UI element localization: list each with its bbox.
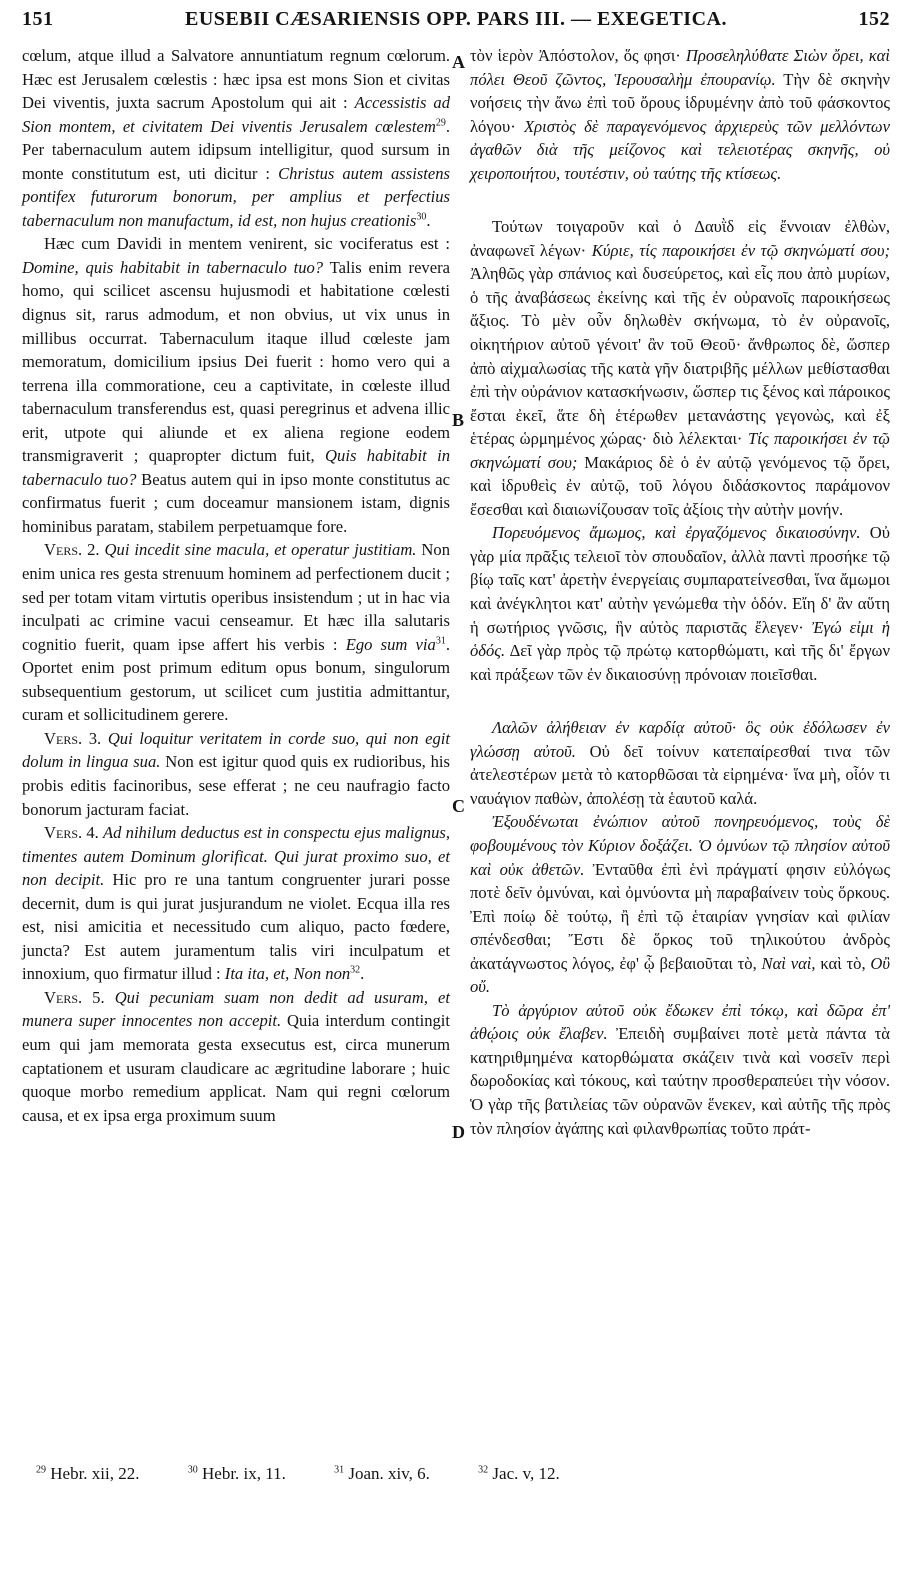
quote-run: Ἐξουδένωται ἐνώπιον αὐτοῦ πονηρευόμενος, τοὺς δὲ φοβουμένους τὸν Κύριον δοξάζει. Ὁ ὀμνύων τῷ πλησίον αὐτοῦ καὶ οὐκ ἀθετῶν. <box>470 812 890 879</box>
greek-paragraph <box>470 215 890 521</box>
text-run: τὸν ἱερὸν Ἀπόστολον, ὅς φησι· <box>470 46 686 65</box>
footnote-number: 31 <box>334 1464 345 1476</box>
latin-verse-2 <box>22 538 450 726</box>
footnote-number: 29 <box>36 1464 46 1476</box>
text-run: Δεῖ γὰρ πρὸς τῷ πρώτῳ κατορθώματι, καὶ τῆς δι' ἔργων καὶ πράξεων τῶν ἐν δικαιοσύνῃ πρόνοιαν ποιεῖσθαι. <box>470 641 890 684</box>
text-run: Hic pro re una tantum congruenter jurari posse decernit, dum is qui jurat jusjurandum ne violet. Ecqua illa res est, nisi amicitia et necessitudo cum aliquo, pacto fœdere, juncta? Est autem juramentum talis viri inculpatum et innoxium, quo firmatur illud : <box>22 870 450 984</box>
greek-verse-4 <box>470 810 890 998</box>
quote-run: Τίς παροικήσει ἐν τῷ σκηνώματί σου; <box>470 429 890 472</box>
footnote-number: 30 <box>187 1464 198 1476</box>
text-run: cœlum, atque illud a Salvatore annuntiatum regnum cœlorum. Hæc est Jerusalem cœlestis : hæc ipsa est mons Sion et civitas Dei viventis, juxta sacrum Apostolum qui ait : <box>22 46 450 113</box>
text-run: Τὴν δὲ σκηνὴν νοήσεις τὴν ἄνω ἐπὶ τοῦ ὄρους ἱδρυμένην ἀπὸ τοῦ φάσκοντος λόγου· <box>470 69 891 136</box>
quote-run: Qui loquitur veritatem in corde suo, qui non egit dolum in lingua sua. <box>22 728 451 772</box>
footnote-ref: 30 <box>416 211 427 223</box>
page-number-right: 152 <box>858 8 890 30</box>
verse-label: Vers. 4. <box>44 823 99 843</box>
text-run: Non enim unica res gesta strenuum hominem ad perfectionem ducit ; sed per totam vitam virtutis operibus insistendum ; ut in hac via inculpati ac crimine vacui censeamur. Et hæc illa salutaris cognitio fuerit, quam ipse affert his verbis : <box>22 540 451 654</box>
text-run: Τούτων τοιγαροῦν καὶ ὁ Δαυῒδ εἰς ἔννοιαν ἐλθὼν, ἀναφωνεῖ λέγων· <box>470 217 890 260</box>
quote-run: Accessistis ad Sion montem, et civitatem Dei viventis Jerusalem cœlestem <box>22 93 450 136</box>
quote-run: Λαλῶν ἀλήθειαν ἐν καρδίᾳ αὐτοῦ· ὃς οὐκ ἐδόλωσεν ἐν γλώσσῃ αὐτοῦ. <box>470 718 890 761</box>
greek-verse-5 <box>470 999 890 1140</box>
text-run: Quia interdum contingit eum qui jam memorata gesta exsecutus est, circa munerum captationem et usuram claudicare ac ægritudine laborare ; huic quoque morbo remedium applicat. Nam qui regni cœlorum causa, et ex ipsa erga proximum suum <box>22 1011 451 1125</box>
footnote-ref-text: Hebr. ix, 11. <box>202 1464 286 1483</box>
margin-marker-c: C <box>452 796 465 816</box>
quote-run: Qui pecuniam suam non dedit ad usuram, et munera super innocentes non accepit. <box>22 987 450 1031</box>
footnote <box>334 1464 452 1483</box>
quote-run: Christus autem assistens pontifex futurorum bonorum, per amplius et perfectius tabernaculum non manufactum, id est, non hujus creationis <box>22 163 450 230</box>
text-run: Non est igitur quod quis ex rudioribus, his probis editis facinoribus, sese efferat ; ne ceu naufragio facto bonorum jacturam faciat. <box>22 752 450 819</box>
footnote-ref: 31 <box>435 635 446 647</box>
text-run: . <box>426 210 431 230</box>
text-run: . <box>360 964 365 984</box>
footnotes <box>36 1464 890 1484</box>
footnote-ref: 32 <box>350 964 361 976</box>
greek-column <box>470 44 890 1140</box>
latin-verse-3 <box>22 727 450 821</box>
greek-verse-2 <box>470 521 890 686</box>
margin-marker-a: A <box>452 52 465 72</box>
running-title: EUSEBII CÆSARIENSIS OPP. PARS III. — EXEGETICA. <box>185 8 727 30</box>
quote-run: Qui incedit sine macula, et operatur justitiam. <box>104 540 417 560</box>
quote-run: Χριστὸς δὲ παραγενόμενος ἀρχιερεὺς τῶν μελλόντων ἀγαθῶν διὰ τῆς μείζονος καὶ τελειοτέρας σκηνῆς, οὐ χειροποιήτου, τουτέστιν, οὐ ταύτης τῆς κτίσεως. <box>470 116 890 183</box>
text-run: . Oportet enim post primum editum opus bonum, singulorum subsequentium gestorum, ut scilicet cum justitia admittantur, curam et sollicitudinem gerere. <box>22 634 450 725</box>
footnote-ref-text: Joan. xiv, 6. <box>348 1464 430 1483</box>
latin-verse-4 <box>22 821 450 986</box>
verse-label: Vers. 3. <box>44 728 102 748</box>
quote-run: Προσεληλύθατε Σιὼν ὄρει, καὶ πόλει Θεοῦ ζῶντος, Ἱερουσαλὴμ ἐπουρανίῳ. <box>470 46 891 89</box>
quote-run: Ad nihilum deductus est in conspectu ejus malignus, timentes autem Dominum glorificat. Qui jurat proximo suo, et non decipit. <box>22 823 450 890</box>
verse-label: Vers. 2. <box>44 540 100 560</box>
page-number-left: 151 <box>22 8 54 30</box>
text-run: Beatus autem qui in ipso monte constitutus ac confirmatus fuerit ; cum doceamur mansionem istam, dignis hominibus paratam, stabilem perpetuamque fore. <box>22 469 450 536</box>
text-run: Ἀληθῶς γὰρ σπάνιος καὶ δυσεύρετος, καὶ εἷς που ἀπὸ μυρίων, ὁ τῆς ἀναβάσεως ἐκείνης καὶ τῆς ἐν οὐρανοῖς παροικήσεως ἄξιος. Τὸ μὲν οὖν δηλωθὲν σκήνωμα, τὸ ἐν οὐρανοῖς, οἰκητήριον αὐτοῦ γένοιτ' ἂν τοῦ Θεοῦ· ἄνθρωπος δὲ, ὥσπερ ἀπὸ αἰχμαλωσίας τῆς κατὰ γῆν διατριβῆς μέλλων μεθίστασθαι ἐπὶ τὴν οὐράνιον κατασκήνωσιν, ὥσπερ τις ξένος καὶ πάροικος ἔσται ἐκεῖ, ἅτε δὴ ἑτέρωθεν μετανάστης γεγονὼς, καὶ ἐξ ἑτέρας ὡρμημένος χώρας· διὸ λέλεκται· <box>470 264 890 449</box>
quote-run: Ita ita, et, Non non <box>224 964 351 984</box>
text-run: Οὐ γὰρ μία πρᾶξις τελειοῖ τὸν σπουδαῖον, ἀλλὰ παντὶ προσήκε τῷ βίῳ ταῖς κατ' ἀρετὴν ἐνεργείαις συμπαρατείνεσθαι, ἵνα ἄμωμοι καὶ ἀνέγκλητοι κατ' αὐτὴν γενώμεθα τὴν ὁδόν. Εἴη δ' ἂν αὕτη ἡ σωτήριος γνῶσις, ἣν αὐτὸς παριστᾶς ἔλεγεν· <box>470 523 890 637</box>
margin-marker-b: B <box>452 410 465 430</box>
text-run: Μακάριος δὲ ὁ ἐν αὐτῷ γενόμενος τῷ ὄρει, καὶ ἱδρυθεὶς ἐν αὐτῷ, τοῦ λόγου διδάσκοντος παράμονον ἔσεσθαι καὶ διαιωνίζουσαν τοῖς ἀξίοις τὴν αὐτὴν μονήν. <box>470 452 891 519</box>
latin-paragraph <box>22 232 450 538</box>
running-header <box>22 8 890 36</box>
quote-run: Κύριε, τίς παροικήσει ἐν τῷ σκηνώματί σου; <box>591 240 890 260</box>
quote-run: Ναὶ ναὶ, <box>761 953 816 973</box>
latin-verse-5 <box>22 986 450 1127</box>
quote-run: Ἐγώ εἰμι ἡ ὁδός. <box>470 617 891 661</box>
text-run: καὶ τὸ, <box>815 953 871 973</box>
footnote-ref-text: Jac. v, 12. <box>492 1464 560 1483</box>
text-run: Hæc cum Davidi in mentem venirent, sic vociferatus est : <box>44 234 450 254</box>
greek-paragraph <box>470 44 890 185</box>
latin-paragraph <box>22 44 450 232</box>
footnote <box>188 1464 308 1483</box>
greek-verse-3 <box>470 716 890 810</box>
quote-run: Πορευόμενος ἄμωμος, καὶ ἐργαζόμενος δικαιοσύνην. <box>492 523 861 543</box>
footnote <box>478 1464 582 1483</box>
text-run: Talis enim revera homo, qui scilicet ascensu hujusmodi et habitatione cœlesti dignus sit, rarus admodum, et non obvius, ut vix unus in millibus occurrat. Tabernaculum itaque illud cœleste jam memoratum, domicilium ipsius Dei fuerit : homo vero qui a terrena illa commoratione, ceu a captivitate, in cœleste illud tabernaculum transferendus est, quasi peregrinus et advena illic erit, utpote qui aliunde et ex aliena regione eodem transmigraverit ; quapropter dictum fuit, <box>22 257 450 466</box>
quote-run: Domine, quis habitabit in tabernaculo tuo? <box>22 257 324 277</box>
footnote-number: 32 <box>478 1464 489 1476</box>
text-run: Ἐνταῦθα ἐπὶ ἑνὶ πράγματί φησιν εὐλόγως ποτὲ δεῖν ὀμνύναι, καὶ ὀμνύοντα μὴ παραβαίνειν τοὺς ὅρκους. Ἐπὶ ποίῳ δὲ τούτῳ, ἢ ἐπὶ τῷ ἑταιρίαν γνησίαν καὶ φιλίαν σπένδεσθαι; Ἔστι δὲ ὅρκος τοῦ τηλικούτου ἀνδρὸς ἀκατάγνωστος λόγος, ἐφ' ᾧ βεβαιοῦται τὸ, <box>470 859 891 973</box>
quote-run: Quis habitabit in tabernaculo tuo? <box>22 446 450 489</box>
footnote-ref-text: Hebr. xii, 22. <box>50 1464 140 1483</box>
text-run: Οὐ δεῖ τοίνυν κατεπαίρεσθαί τινα τῶν ἀτελεστέρων μετὰ τὸ κατορθῶσαι τὰ εἰρημένα· ἵνα μὴ, οἷόν τι ναυάγιον παθὼν, ἀπολέσῃ τὰ ἑαυτοῦ καλά. <box>470 741 890 808</box>
quote-run: Οὒ οὔ. <box>470 953 890 997</box>
latin-column <box>22 44 450 1127</box>
text-run: Ἐπειδὴ συμβαίνει ποτὲ μετὰ πάντα τὰ κατηριθμημένα κατορθώματα σκάζειν τινὰ καὶ νοσεῖν περὶ δωροδοκίας καὶ τόκους, καὶ ταύτην προσθεραπεύει τὴν νόσον. Ὁ γὰρ τῆς βατιλείας τῶν οὐρανῶν ἕνεκεν, καὶ αὐτῆς τῆς πρὸς τὸν πλησίον ἀγάπης καὶ φιλανθρωπίας τοῦτο πράτ- <box>470 1024 890 1138</box>
spacer <box>470 185 890 215</box>
verse-label: Vers. 5. <box>44 987 105 1007</box>
footnote <box>36 1464 162 1483</box>
margin-marker-d: D <box>452 1122 465 1142</box>
spacer <box>470 686 890 716</box>
quote-run: Τὸ ἀργύριον αὐτοῦ οὐκ ἔδωκεν ἐπὶ τόκῳ, καὶ δῶρα ἐπ' ἀθῴοις οὐκ ἔλαβεν. <box>470 1000 890 1044</box>
footnote-ref: 29 <box>435 117 446 129</box>
text-run: . Per tabernaculum autem idipsum intelligitur, quod sursum in monte constitutum est, uti dicitur : <box>22 116 450 183</box>
quote-run: Ego sum via <box>345 634 436 654</box>
